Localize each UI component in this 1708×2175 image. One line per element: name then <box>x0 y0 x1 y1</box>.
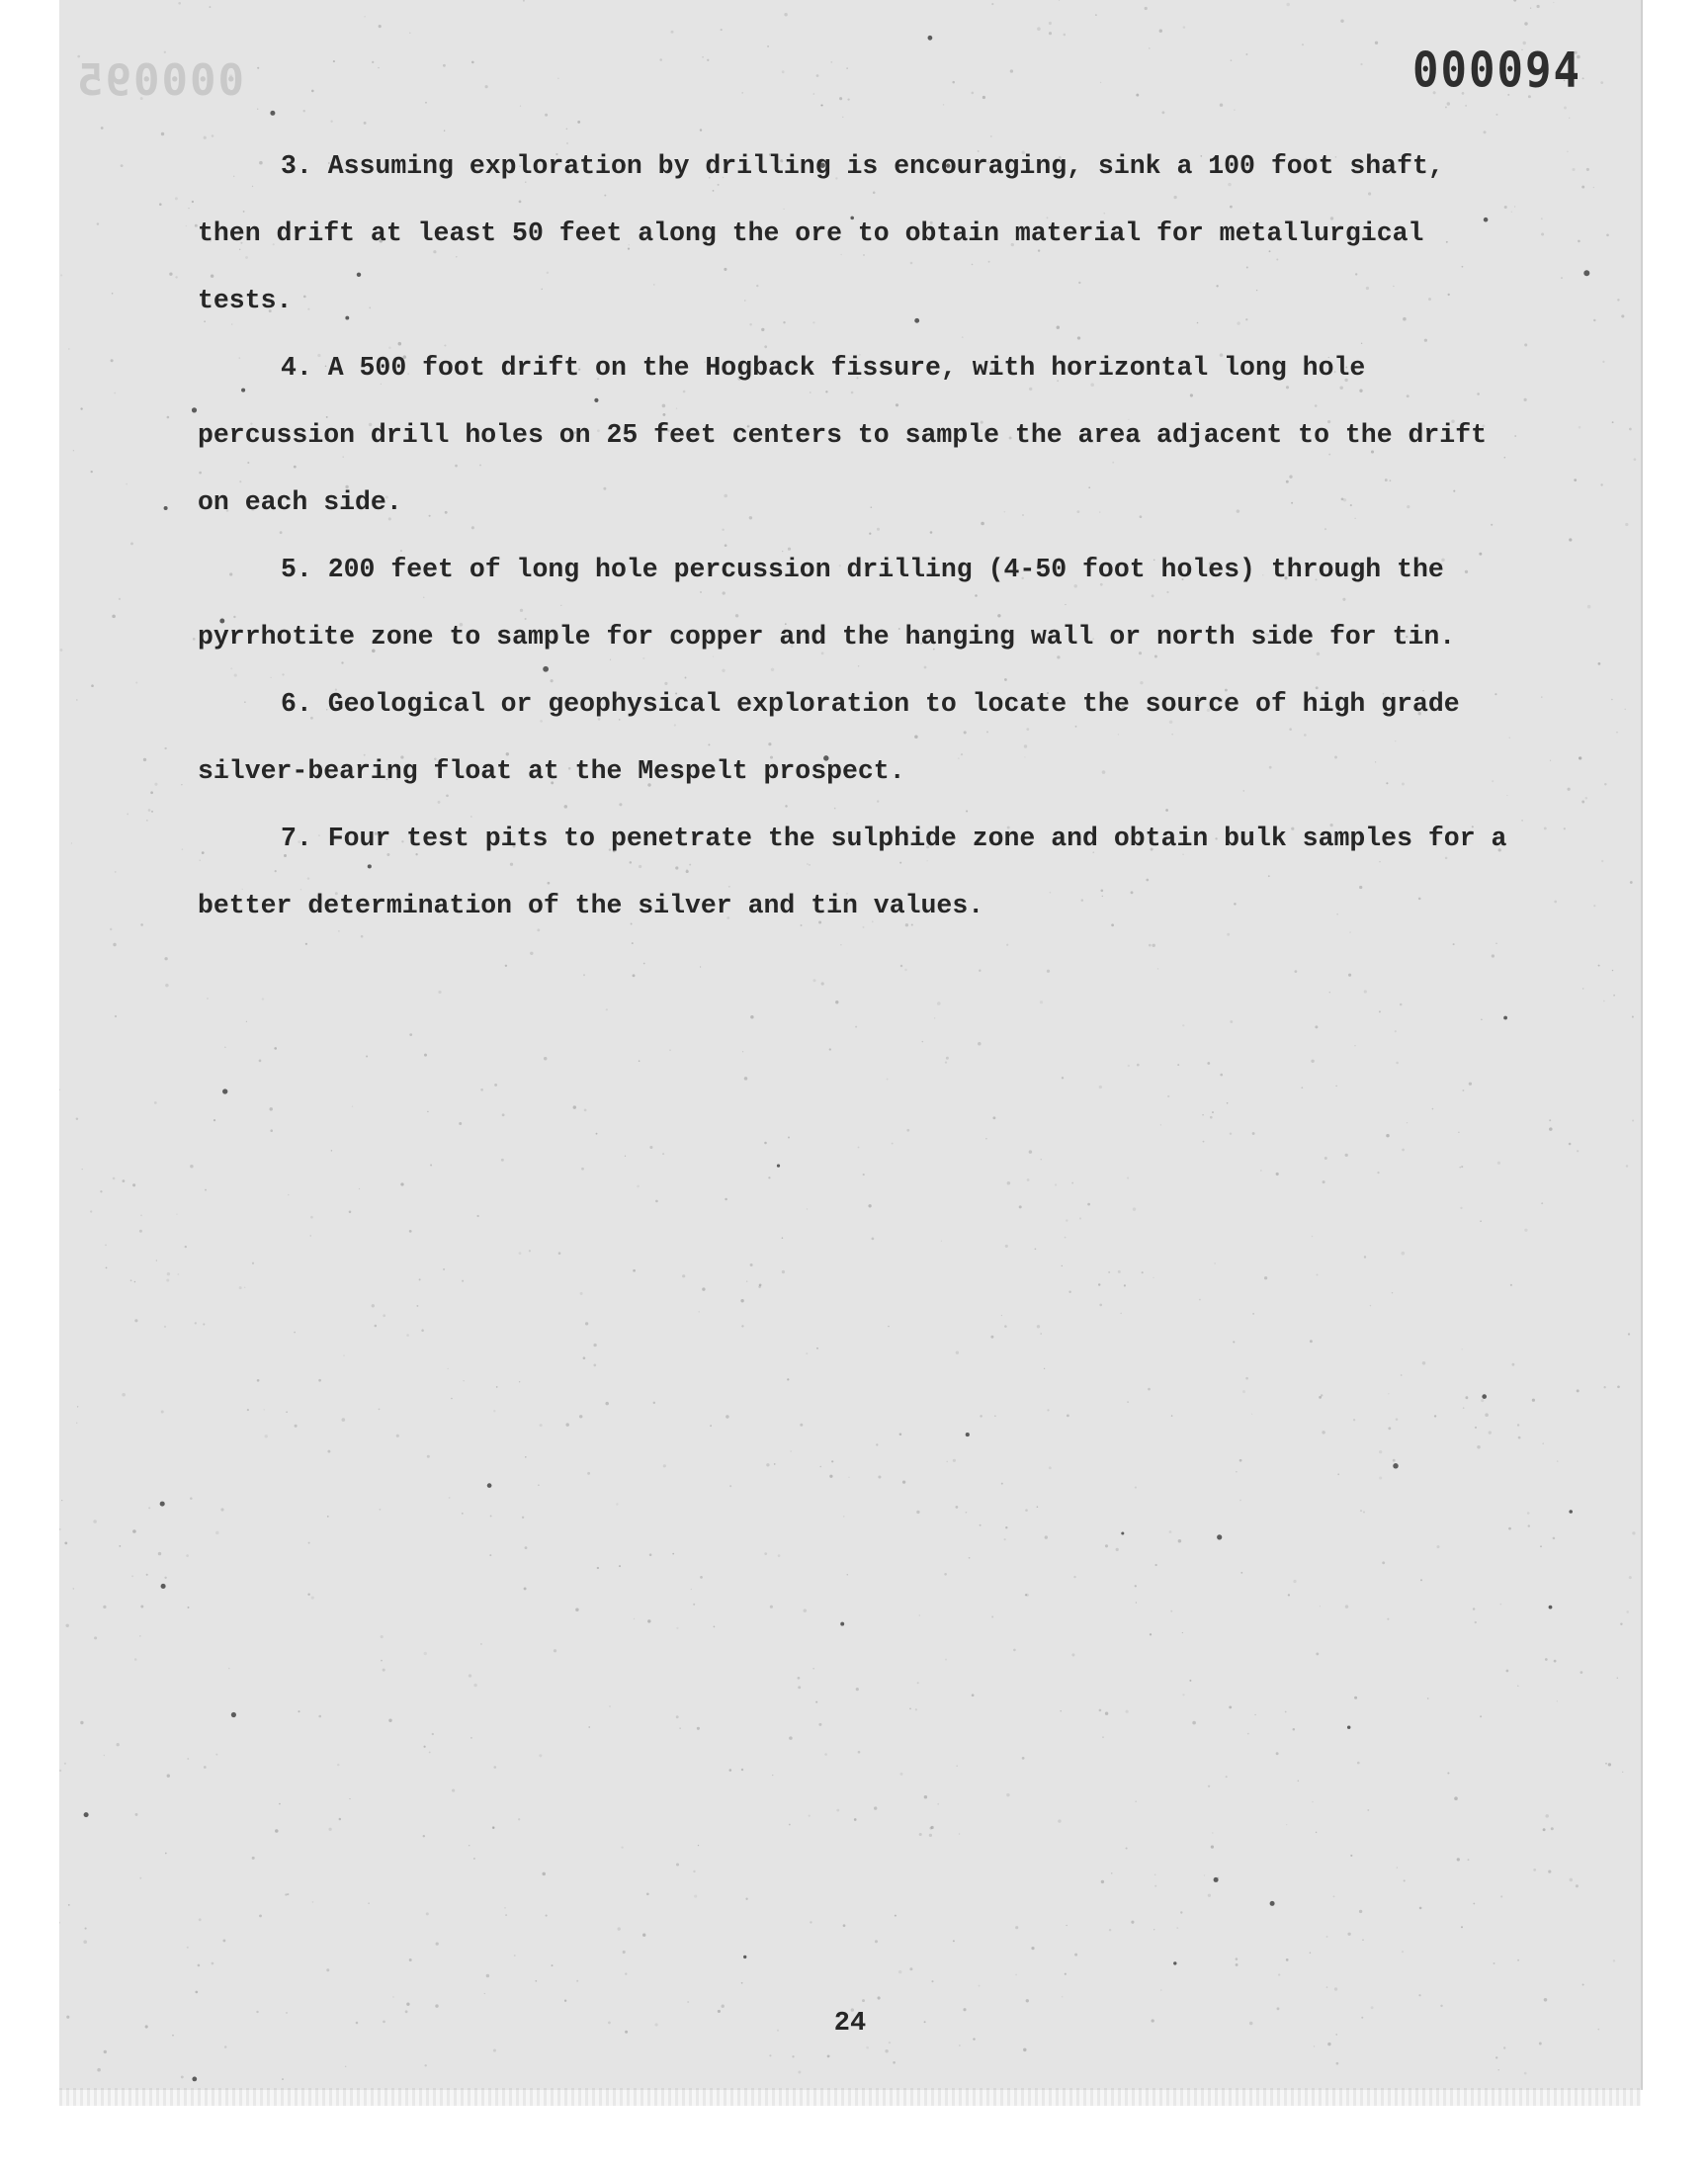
paragraph-item-5: 5. 200 feet of long hole percussion drilling (4-50 foot holes) through the pyrrhotite zone to sample for copper and the hanging wall or north side for tin. <box>198 555 1456 652</box>
paragraph-item-7: 7. Four test pits to penetrate the sulphide zone and obtain bulk samples for a better determination of the silver and tin values. <box>198 824 1507 920</box>
paragraph-item-3: 3. Assuming exploration by drilling is encouraging, sink a 100 foot shaft, then drift at least 50 feet along the ore to obtain material for metallurgical tests. <box>198 151 1444 315</box>
paper-sheet <box>59 0 1643 2090</box>
bleed-through-stamp: 000095 <box>75 55 244 106</box>
body-text <box>198 132 1522 939</box>
scan-edge-strip <box>59 2088 1641 2106</box>
document-stamp-number: 000094 <box>1412 42 1581 100</box>
paragraph-item-6: 6. Geological or geophysical exploration to locate the source of high grade silver-bearing float at the Mespelt prospect. <box>198 689 1460 786</box>
page-number: 24 <box>833 2009 867 2039</box>
paragraph-item-4: 4. A 500 foot drift on the Hogback fissure, with horizontal long hole percussion drill holes on 25 feet centers to sample the area adjacent to the drift on each side. <box>198 353 1488 517</box>
